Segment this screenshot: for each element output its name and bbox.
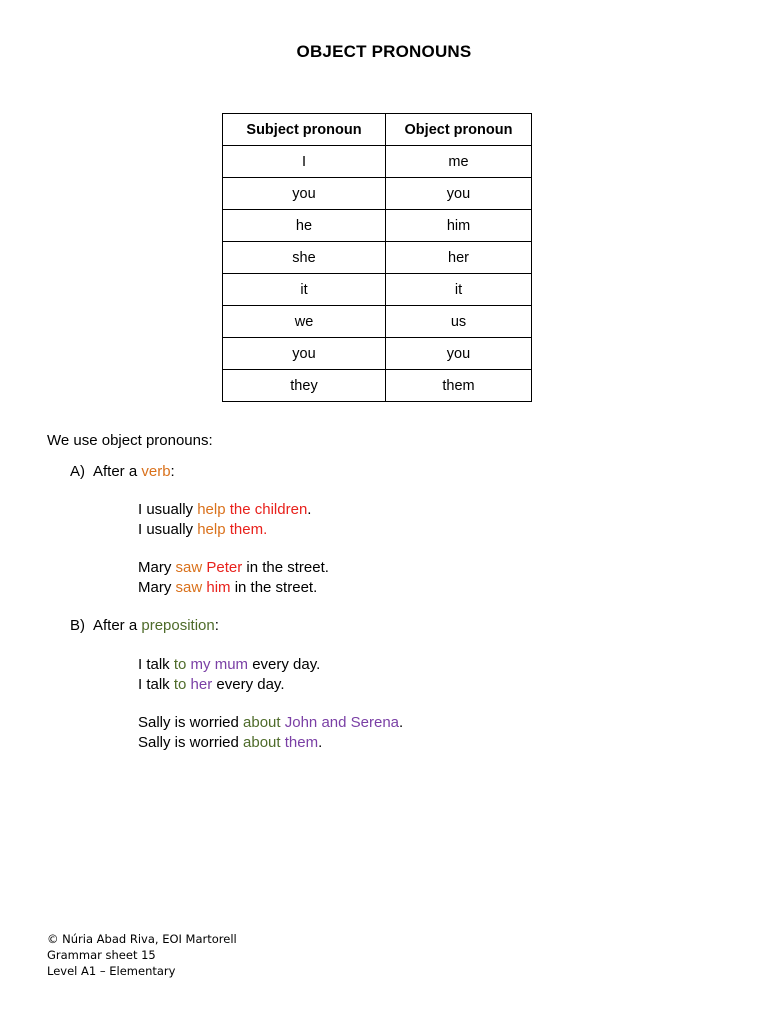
subject-pronoun-cell: they xyxy=(223,370,386,402)
table-row xyxy=(223,306,532,338)
object-pronoun-cell: you xyxy=(386,338,532,370)
sentence-start: I usually xyxy=(138,501,198,518)
example-group-b2 xyxy=(138,713,403,753)
object-phrase: the children xyxy=(229,501,308,518)
section-heading-colon: : xyxy=(170,463,175,480)
subject-pronoun-cell: it xyxy=(223,274,386,306)
intro-text: We use object pronouns: xyxy=(47,432,213,449)
pronoun-table xyxy=(222,113,532,402)
sentence-end: every day. xyxy=(248,656,321,673)
sentence-end: in the street. xyxy=(230,579,318,596)
table-row xyxy=(223,146,532,178)
subject-pronoun-cell: you xyxy=(223,338,386,370)
page-title: OBJECT PRONOUNS xyxy=(296,42,472,61)
sentence-start: Mary xyxy=(138,579,176,596)
sentence-start: I talk xyxy=(138,656,174,673)
subject-pronoun-cell: I xyxy=(223,146,386,178)
object-pronoun-cell: them xyxy=(386,370,532,402)
object-pronoun-cell: me xyxy=(386,146,532,178)
sentence-start: Sally is worried xyxy=(138,714,244,731)
table-row xyxy=(223,242,532,274)
preposition-word: to xyxy=(173,656,187,673)
object-pronoun-phrase: him xyxy=(206,579,231,596)
example-sentence xyxy=(138,578,329,598)
sentence-end: every day. xyxy=(212,676,285,693)
example-group-a1 xyxy=(138,500,311,540)
section-keyword: preposition xyxy=(141,617,215,634)
example-sentence xyxy=(138,713,403,733)
subject-pronoun-cell: he xyxy=(223,210,386,242)
example-sentence xyxy=(138,655,320,675)
section-a-heading xyxy=(70,463,175,480)
page-footer xyxy=(47,931,237,979)
section-letter: B) xyxy=(70,617,85,634)
example-sentence xyxy=(138,520,311,540)
sentence-end: . xyxy=(399,714,404,731)
object-pronoun-cell: it xyxy=(386,274,532,306)
object-pronoun-phrase: them. xyxy=(229,521,268,538)
table-header-row xyxy=(223,114,532,146)
preposition-word: to xyxy=(173,676,187,693)
section-letter: A) xyxy=(70,463,85,480)
section-heading-text: After a xyxy=(93,463,142,480)
column-header-object: Object pronoun xyxy=(386,114,532,146)
example-sentence xyxy=(138,500,311,520)
table-row xyxy=(223,370,532,402)
table-row xyxy=(223,178,532,210)
sentence-end: . xyxy=(318,734,323,751)
verb-word: saw xyxy=(175,579,203,596)
example-group-b1 xyxy=(138,655,320,695)
verb-word: help xyxy=(197,501,226,518)
subject-pronoun-cell: she xyxy=(223,242,386,274)
object-pronoun-cell: you xyxy=(386,178,532,210)
copyright-line: © Núria Abad Riva, EOI Martorell xyxy=(47,932,237,946)
object-phrase: Peter xyxy=(206,559,243,576)
object-phrase: John and Serena xyxy=(284,714,400,731)
sentence-end: in the street. xyxy=(242,559,329,576)
level-line: Level A1 – Elementary xyxy=(47,964,176,978)
table-row xyxy=(223,274,532,306)
sentence-start: I talk xyxy=(138,676,174,693)
sentence-start: I usually xyxy=(138,521,198,538)
subject-pronoun-cell: we xyxy=(223,306,386,338)
sentence-start: Sally is worried xyxy=(138,734,244,751)
preposition-word: about xyxy=(243,714,281,731)
object-pronoun-cell: her xyxy=(386,242,532,274)
example-sentence xyxy=(138,558,329,578)
verb-word: saw xyxy=(175,559,203,576)
section-keyword: verb xyxy=(141,463,171,480)
subject-pronoun-cell: you xyxy=(223,178,386,210)
section-heading-colon: : xyxy=(214,617,219,634)
verb-word: help xyxy=(197,521,226,538)
sentence-start: Mary xyxy=(138,559,176,576)
example-sentence xyxy=(138,733,403,753)
object-phrase: my mum xyxy=(190,656,249,673)
sheet-number-line: Grammar sheet 15 xyxy=(47,948,156,962)
sentence-end: . xyxy=(307,501,312,518)
example-group-a2 xyxy=(138,558,329,598)
column-header-subject: Subject pronoun xyxy=(223,114,386,146)
preposition-word: about xyxy=(243,734,281,751)
object-pronoun-cell: him xyxy=(386,210,532,242)
object-pronoun-cell: us xyxy=(386,306,532,338)
section-heading-text: After a xyxy=(93,617,142,634)
section-b-heading xyxy=(70,617,219,634)
object-pronoun-phrase: them xyxy=(284,734,319,751)
example-sentence xyxy=(138,675,320,695)
table-row xyxy=(223,210,532,242)
table-row xyxy=(223,338,532,370)
object-pronoun-phrase: her xyxy=(190,676,213,693)
